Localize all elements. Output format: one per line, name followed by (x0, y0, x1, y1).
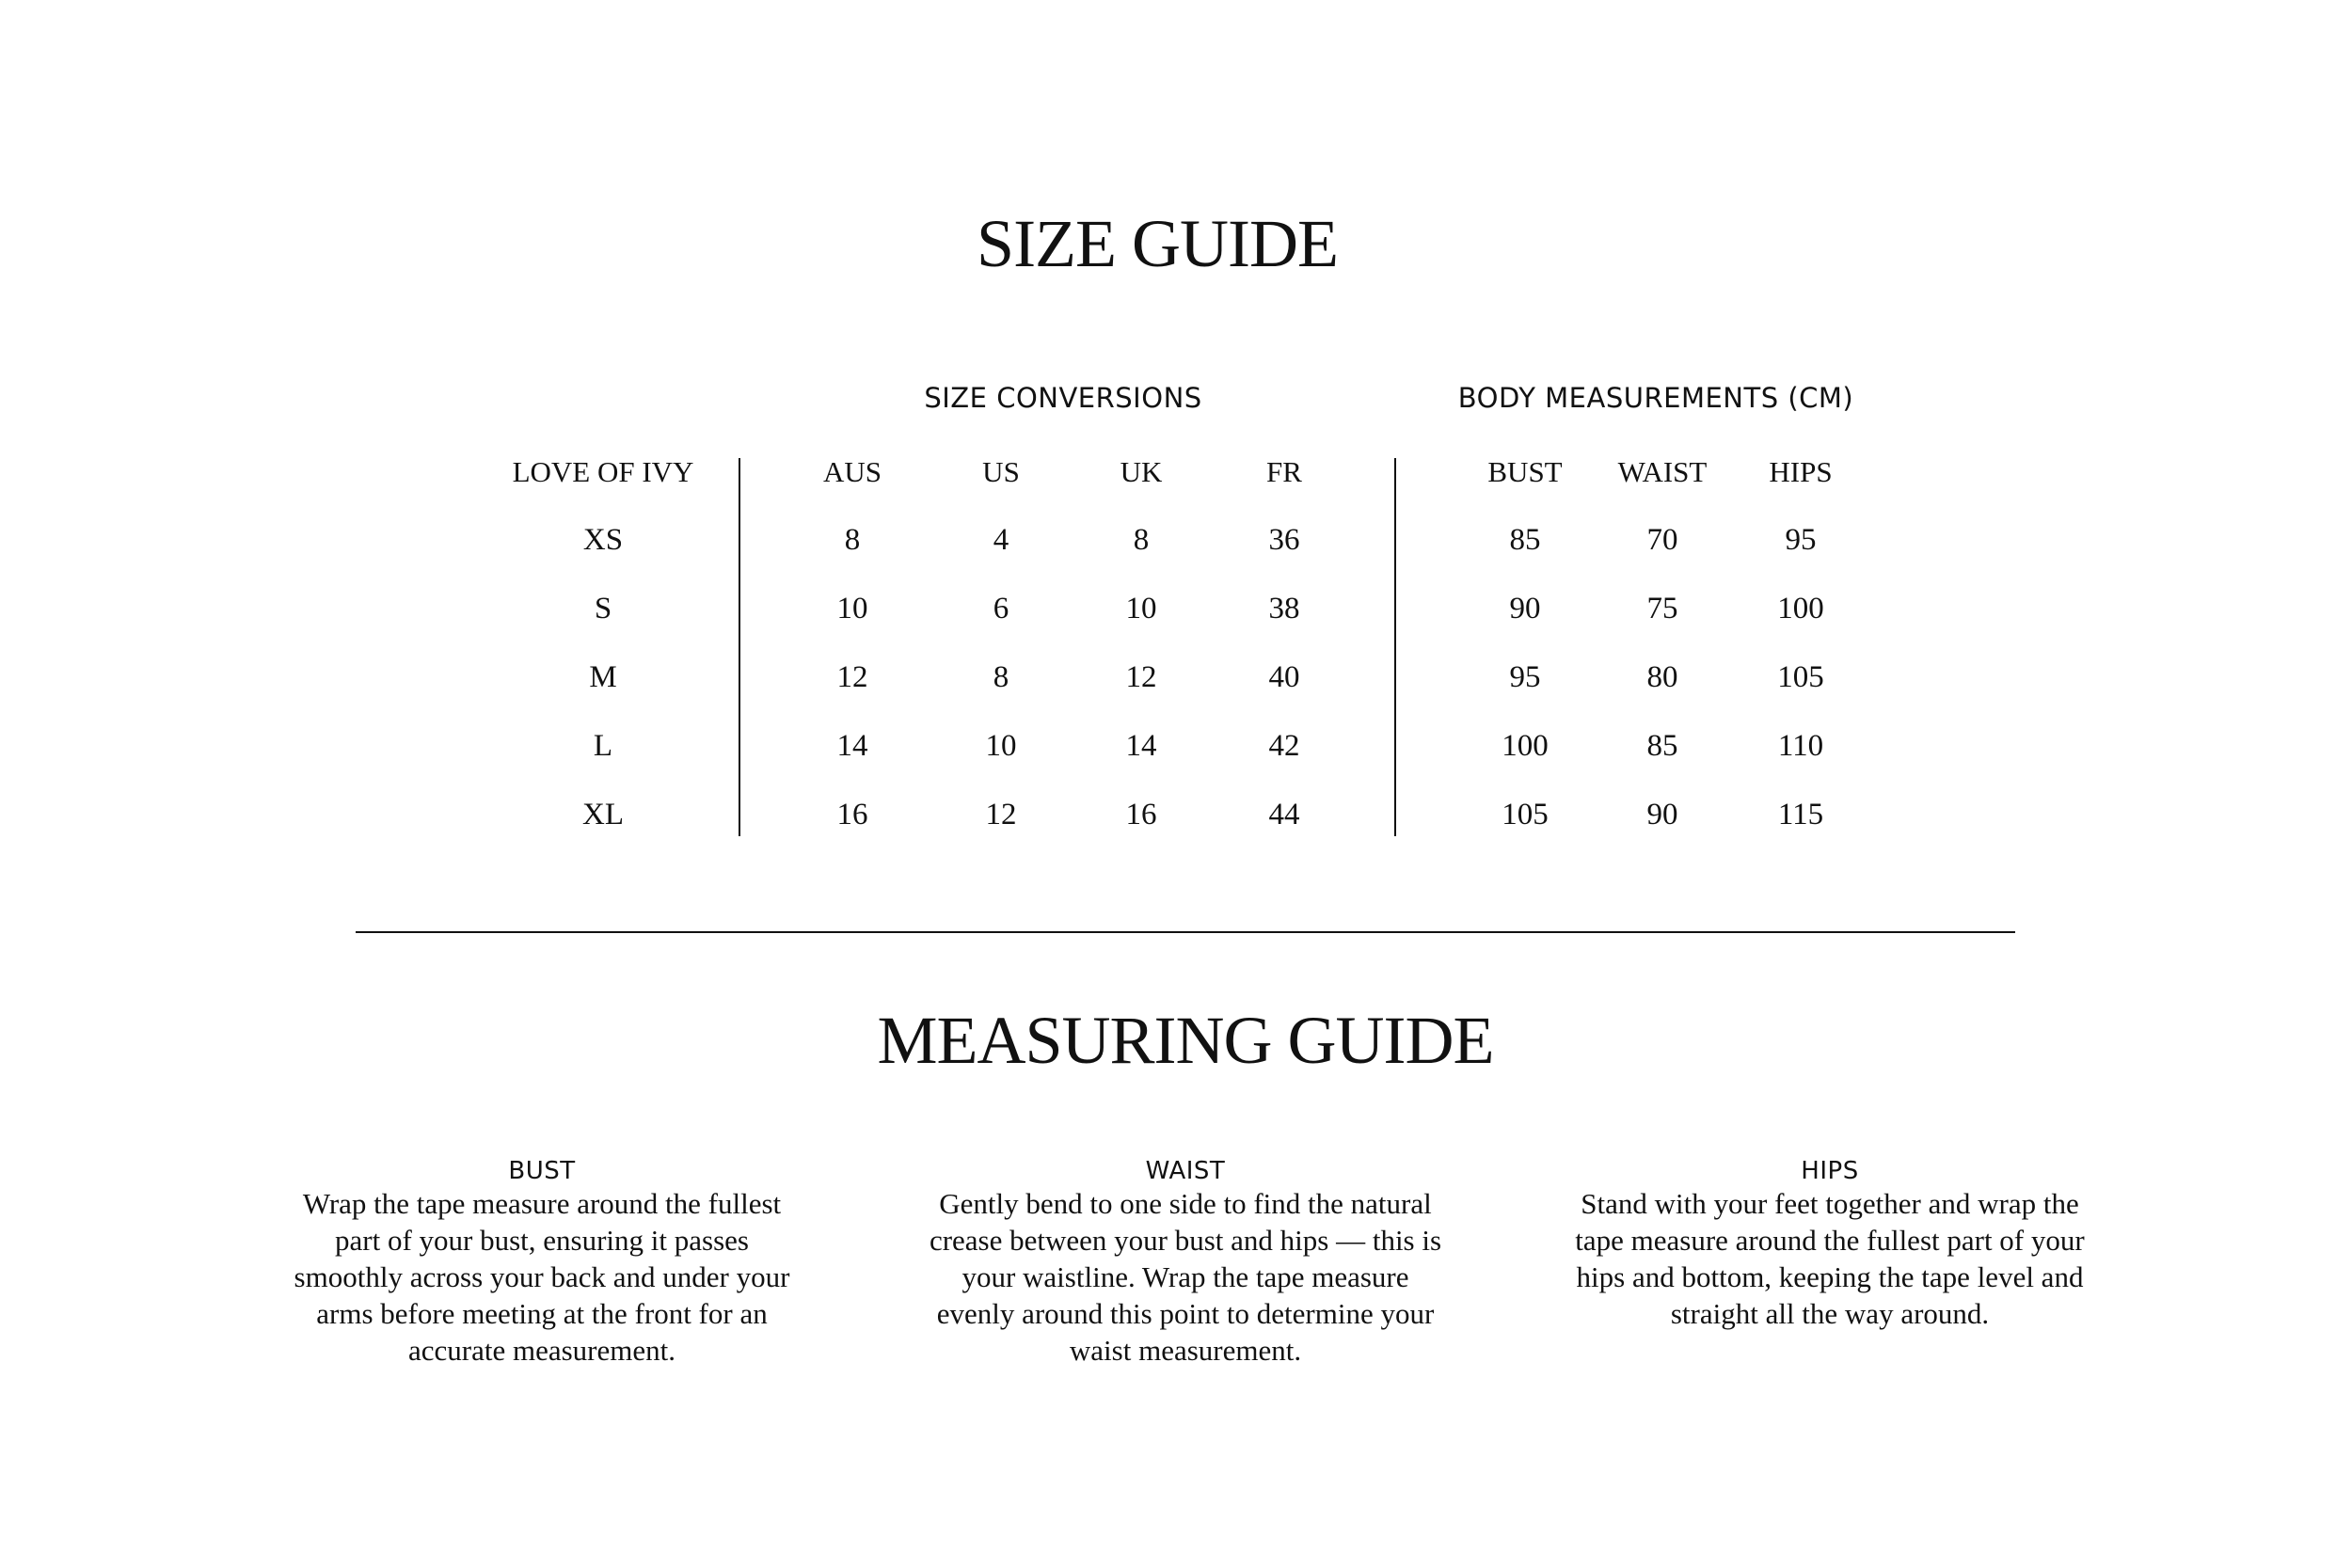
cell-size: L (593, 729, 613, 763)
column-header-waist: WAIST (1617, 455, 1708, 488)
cell-us: 10 (985, 729, 1017, 763)
hips-guide-text: Stand with your feet together and wrap the tape measure around the fullest part of your hips and bottom, keeping the tape level and straight all the way around. (1575, 1187, 2085, 1330)
bust-guide-heading: BUST (508, 1157, 576, 1185)
cell-bust: 105 (1502, 798, 1549, 832)
cell-waist: 85 (1646, 729, 1678, 763)
cell-bust: 90 (1509, 592, 1541, 626)
cell-uk: 8 (1133, 523, 1150, 557)
cell-waist: 90 (1646, 798, 1678, 832)
column-header-fr: FR (1266, 455, 1302, 488)
cell-size: XL (582, 798, 624, 832)
cell-bust: 85 (1509, 523, 1541, 557)
column-header-aus: AUS (822, 455, 882, 488)
cell-fr: 44 (1268, 798, 1300, 832)
cell-aus: 8 (844, 523, 861, 557)
cell-aus: 16 (836, 798, 868, 832)
waist-guide-text: Gently bend to one side to find the natural crease between your bust and hips — this is your waistline. Wrap the tape measure evenly around this point to determine your waist measurement. (929, 1187, 1442, 1367)
size-conversions-heading: SIZE CONVERSIONS (924, 382, 1202, 414)
cell-us: 12 (985, 798, 1017, 832)
cell-uk: 10 (1125, 592, 1157, 626)
cell-fr: 36 (1268, 523, 1300, 557)
column-divider (739, 458, 740, 836)
cell-aus: 10 (836, 592, 868, 626)
cell-fr: 38 (1268, 592, 1300, 626)
cell-bust: 100 (1502, 729, 1549, 763)
cell-waist: 70 (1646, 523, 1678, 557)
waist-guide-heading: WAIST (1145, 1157, 1226, 1185)
column-divider (1394, 458, 1396, 836)
hips-guide (1548, 1157, 2112, 1332)
measuring-guide-title: MEASURING GUIDE (877, 1003, 1494, 1078)
cell-waist: 75 (1646, 592, 1678, 626)
cell-aus: 12 (836, 660, 868, 694)
bust-guide (260, 1157, 824, 1369)
column-header-uk: UK (1120, 455, 1163, 488)
body-measurements-heading: BODY MEASUREMENTS (CM) (1457, 382, 1854, 414)
column-header-hips: HIPS (1769, 455, 1833, 488)
cell-hips: 110 (1777, 729, 1824, 763)
size-guide-title: SIZE GUIDE (977, 206, 1338, 281)
cell-hips: 105 (1777, 660, 1824, 694)
cell-us: 4 (993, 523, 1009, 557)
cell-aus: 14 (836, 729, 868, 763)
column-header-us: US (982, 455, 1020, 488)
cell-uk: 16 (1125, 798, 1157, 832)
cell-fr: 40 (1268, 660, 1300, 694)
cell-hips: 115 (1777, 798, 1824, 832)
cell-size: M (589, 660, 617, 694)
cell-hips: 95 (1785, 523, 1817, 557)
cell-size: XS (582, 523, 624, 557)
cell-uk: 14 (1125, 729, 1157, 763)
section-divider (356, 931, 2015, 933)
waist-guide (903, 1157, 1468, 1369)
cell-us: 6 (993, 592, 1009, 626)
bust-guide-text: Wrap the tape measure around the fullest part of your bust, ensuring it passes smoothly across your back and under your arms before meeting at the front for an accurate measurement. (294, 1187, 790, 1367)
cell-us: 8 (993, 660, 1009, 694)
cell-waist: 80 (1646, 660, 1678, 694)
cell-fr: 42 (1268, 729, 1300, 763)
cell-size: S (594, 592, 612, 626)
cell-hips: 100 (1777, 592, 1824, 626)
column-header-love-of-ivy: LOVE OF IVY (512, 455, 694, 488)
column-header-bust: BUST (1487, 455, 1563, 488)
cell-uk: 12 (1125, 660, 1157, 694)
hips-guide-heading: HIPS (1801, 1157, 1859, 1185)
cell-bust: 95 (1509, 660, 1541, 694)
